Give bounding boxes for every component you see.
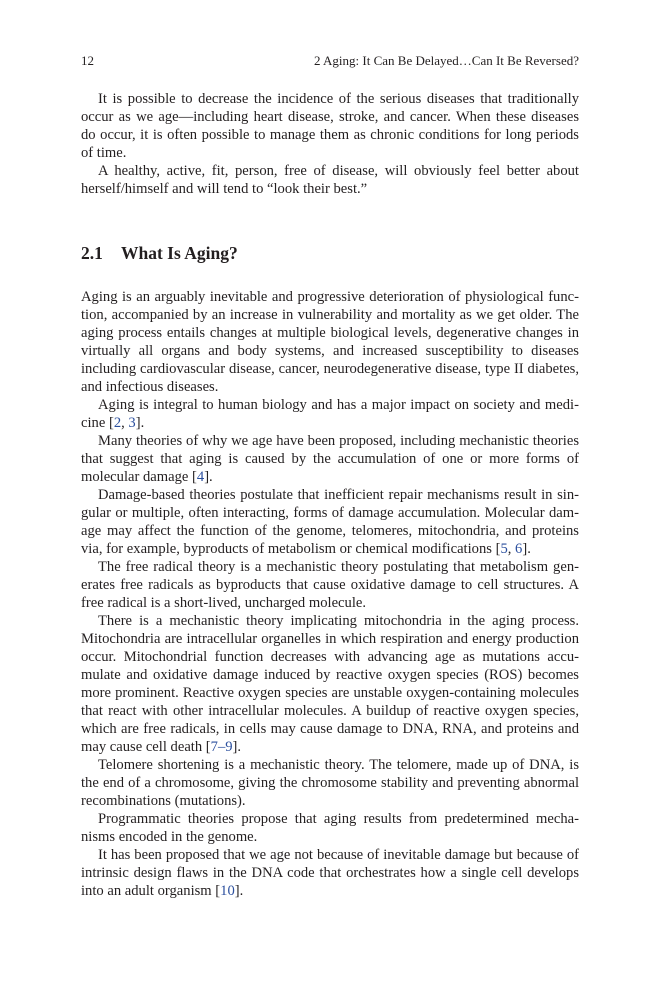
paragraph-damage-based <box>81 486 579 558</box>
citation-close: ]. <box>204 469 213 485</box>
paragraph-text: Aging is integral to human biology and has a major impact on society and medicine [ <box>81 397 579 431</box>
citation-link[interactable]: 4 <box>196 469 205 485</box>
citation-separator: , <box>507 541 516 557</box>
paragraph-telomere: Telomere shortening is a mechanistic theory. The telomere, made up of DNA, is the end of a chromosome, giving the chromosome stability and preventing abnormal recombinations (mutations). <box>81 757 579 809</box>
citation-link[interactable]: 3 <box>128 415 136 431</box>
intro-paragraph-1: It is possible to decrease the incidence of the serious diseases that traditionally occur as we age—including heart disease, stroke, and cancer. When these diseases do occur, it is often possible to manage them as chronic conditions for long periods of time. <box>81 91 579 161</box>
paragraph-text: It has been proposed that we age not because of inevitable damage but because of intrinsic design flaws in the DNA code that orchestrates how a single cell develops into an adult organism [ <box>81 847 579 899</box>
paragraph-aging-integral <box>81 396 579 432</box>
paragraph-aging-definition: Aging is an arguably inevitable and progressive deterioration of physiological function, accompanied by an increase in vulnerability and mortality as we get older. The aging process entails changes at multiple biological levels, degenerative changes in virtually all organs and body systems, and increased susceptibility to diseases including cardiovascular disease, cancer, neurodegenerative disease, type II diabetes, and infectious diseases. <box>81 289 579 395</box>
citation-link[interactable]: 2 <box>113 415 122 431</box>
citation-close: ]. <box>135 415 145 431</box>
paragraph-mitochondria <box>81 612 579 756</box>
section-number: 2.1 <box>81 243 103 263</box>
citation-close: ]. <box>234 883 244 899</box>
paragraph-theories <box>81 432 579 486</box>
section-body <box>81 288 579 900</box>
citation-close: ]. <box>522 541 531 557</box>
citation-link[interactable]: 6 <box>515 541 523 557</box>
section-heading <box>81 241 579 265</box>
paragraph-text: There is a mechanistic theory implicating mitochondria in the aging process. Mitochondria are intracellular organelles in which respiration and energy production occur. Mitochondrial function decreases with advancing age as mutations accumulate and oxidative damage induced by reactive oxygen species (ROS) becomes more prominent. Reactive oxygen species are unstable oxygen-containing molecules that react with other intracellular molecules. A buildup of reactive oxygen species, which are free radicals, in cells may cause damage to DNA, RNA, and proteins and may cause cell death [ <box>81 613 579 755</box>
paragraph-programmatic: Programmatic theories propose that aging results from predetermined mechanisms encoded in the genome. <box>81 811 579 845</box>
citation-link[interactable]: 7–9 <box>210 739 233 755</box>
citation-link[interactable]: 10 <box>220 883 235 899</box>
paragraph-free-radical: The free radical theory is a mechanistic theory postulating that metabolism generates free radicals as byproducts that cause oxidative damage to cell structures. A free radical is a short-lived, uncharged molecule. <box>81 559 579 611</box>
section-title: What Is Aging? <box>121 243 238 263</box>
citation-close: ]. <box>232 739 242 755</box>
citation-link[interactable]: 5 <box>500 541 508 557</box>
paragraph-text: Many theories of why we age have been proposed, including mechanistic theories that suggest that aging is caused by the accumulation of one or more forms of molecular damage [ <box>81 433 579 485</box>
citation-separator: , <box>121 415 129 431</box>
intro-paragraph-2: A healthy, active, fit, person, free of disease, will obviously feel better about herself/himself and will tend to “look their best.” <box>81 163 579 197</box>
running-head <box>81 52 579 70</box>
page-number: 12 <box>81 53 94 68</box>
running-chapter-title: 2 Aging: It Can Be Delayed…Can It Be Reversed? <box>314 53 579 68</box>
intro-text <box>81 90 579 198</box>
paragraph-design-flaws <box>81 846 579 900</box>
paragraph-text: Damage-based theories postulate that inefficient repair mechanisms result in singular or multiple, often interacting, forms of damage accumulation. Molecular damage may affect the function of the genome, telomeres, mitochondria, and proteins via, for example, byproducts of metabolism or chemical modifications [ <box>81 487 579 557</box>
